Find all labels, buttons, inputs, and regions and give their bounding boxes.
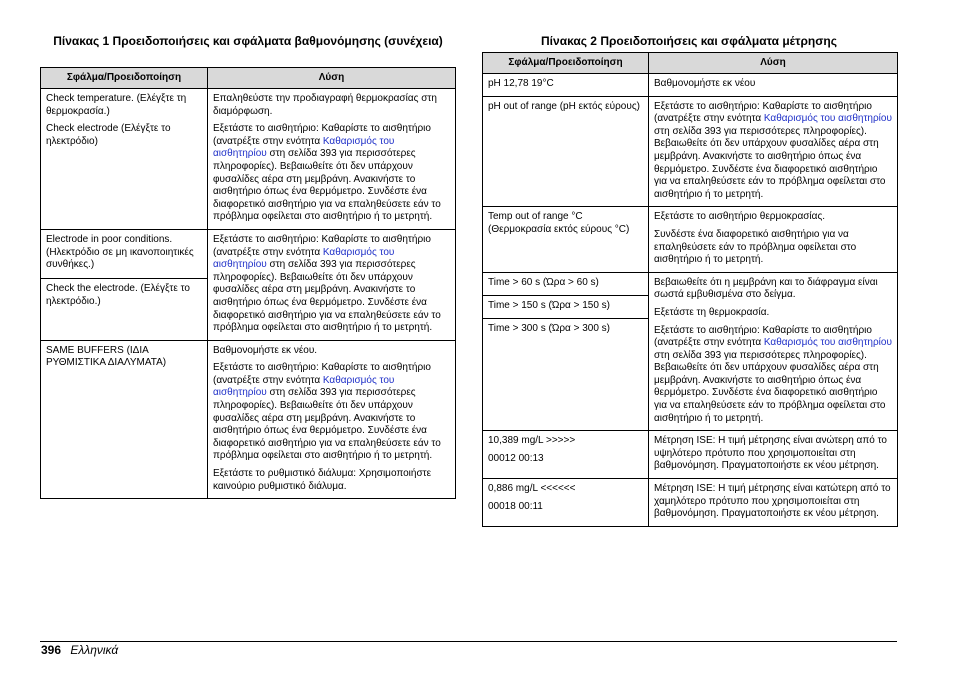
error-text: Check temperature. (Ελέγξτε τη θερμοκρασία.)	[46, 93, 187, 117]
error-cell	[483, 96, 649, 207]
table-row	[483, 96, 898, 207]
error-text: pH 12,78 19°C	[488, 78, 554, 89]
solution-cell	[649, 431, 898, 479]
solution-text: Εξετάστε το αισθητήριο θερμοκρασίας.	[654, 211, 826, 223]
cleaning-section-link[interactable]: Καθαρισμός του αισθητηρίου	[213, 135, 395, 160]
column-header-error: Σφάλμα/Προειδοποίηση	[41, 68, 208, 89]
solution-text: Εξετάστε το ρυθμιστικό διάλυμα: Χρησιμοποιήστε καινούριο ρυθμιστικό διάλυμα.	[213, 468, 432, 492]
table-row	[483, 272, 898, 295]
solution-text: Βαθμονομήστε εκ νέου	[654, 78, 756, 89]
page-footer	[41, 643, 118, 657]
table-header-row	[483, 53, 898, 74]
solution-text: Εξετάστε το αισθητήριο: Καθαρίστε το αισθητήριο (ανατρέξτε στην ενότητα Καθαρισμός του αισθητηρίου στη σελίδα 393 για περισσότερες πληροφορίες). Βεβαιωθείτε ότι δεν υπάρχουν φυσαλίδες αέρα στη μεμβράνη. Ανακινήστε το αισθητήριο όπως ένα θερμόμετρο. Συνδέστε ένα διαφορετικό αισθητήριο για να επαληθεύσετε εάν το πρόβλημα οφείλεται στο αισθητήριο ή το μετρητή.	[213, 123, 441, 223]
error-text: Time > 300 s (Ώρα > 300 s)	[488, 322, 611, 334]
measurement-errors-table	[482, 52, 898, 527]
cleaning-section-link[interactable]: Καθαρισμός του αισθητηρίου	[763, 337, 892, 349]
error-text: 00018 00:11	[488, 500, 543, 512]
table-header-row	[41, 68, 456, 89]
error-cell	[483, 207, 649, 272]
table-row	[483, 207, 898, 272]
error-cell	[483, 295, 649, 318]
error-text: Time > 150 s (Ώρα > 150 s)	[488, 299, 611, 311]
error-cell	[41, 278, 208, 340]
solution-cell	[208, 340, 456, 499]
column-header-solution: Λύση	[208, 68, 456, 89]
column-header-error: Σφάλμα/Προειδοποίηση	[483, 53, 649, 74]
table-row	[483, 431, 898, 479]
cleaning-section-link[interactable]: Καθαρισμός του αισθητηρίου	[213, 374, 395, 399]
footer-rule	[40, 641, 897, 642]
error-text: Check the electrode. (Ελέγξτε το ηλεκτρόδιο.)	[46, 282, 190, 307]
solution-cell	[649, 479, 898, 527]
solution-cell	[649, 96, 898, 207]
table-row	[483, 74, 898, 97]
error-cell	[41, 229, 208, 278]
error-text: 10,389 mg/L >>>>>	[488, 435, 576, 447]
error-cell	[41, 89, 208, 230]
solution-text: Εξετάστε το αισθητήριο: Καθαρίστε το αισθητήριο (ανατρέξτε στην ενότητα Καθαρισμός του αισθητηρίου στη σελίδα 393 για περισσότερες πληροφορίες). Βεβαιωθείτε ότι δεν υπάρχουν φυσαλίδες αέρα στη μεμβράνη. Ανακινήστε το αισθητήριο όπως ένα θερμόμετρο. Συνδέστε ένα διαφορετικό αισθητήριο για να επαληθεύσετε εάν το πρόβλημα οφείλεται στο αισθητήριο ή το μετρητή.	[654, 324, 892, 424]
table-row	[41, 89, 456, 230]
error-text: 0,886 mg/L <<<<<<	[488, 483, 576, 495]
error-text: pH out of range (pH εκτός εύρους)	[488, 100, 640, 112]
solution-text: Εξετάστε το αισθητήριο: Καθαρίστε το αισθητήριο (ανατρέξτε στην ενότητα Καθαρισμός του αισθητηρίου στη σελίδα 393 για περισσότερες πληροφορίες). Βεβαιωθείτε ότι δεν υπάρχουν φυσαλίδες αέρα στη μεμβράνη. Ανακινήστε το αισθητήριο όπως ένα θερμόμετρο. Συνδέστε ένα διαφορετικό αισθητήριο για να επαληθεύσετε εάν το πρόβλημα οφείλεται στο αισθητήριο ή το μετρητή.	[654, 100, 892, 200]
error-text: Time > 60 s (Ώρα > 60 s)	[488, 276, 599, 288]
solution-cell	[208, 89, 456, 230]
solution-text: Συνδέστε ένα διαφορετικό αισθητήριο για να επαληθεύσετε εάν το πρόβλημα οφείλεται στο αισθητήριο ή το μετρητή.	[654, 228, 857, 266]
table-1-caption: Πίνακας 1 Προειδοποιήσεις και σφάλματα βαθμονόμησης (συνέχεια)	[53, 34, 443, 48]
error-text: Check electrode (Ελέγξτε το ηλεκτρόδιο)	[46, 123, 171, 147]
column-header-solution: Λύση	[649, 53, 898, 74]
table-row	[483, 479, 898, 527]
solution-cell	[649, 272, 898, 431]
footer-language: Ελληνικά	[70, 643, 119, 657]
error-text: SAME BUFFERS (ΙΔΙΑ ΡΥΘΜΙΣΤΙΚΑ ΔΙΑΛΥΜΑΤΑ)	[46, 344, 167, 369]
error-text: Temp out of range °C (Θερμοκρασία εκτός εύρους °C)	[488, 211, 630, 235]
solution-cell	[649, 74, 898, 97]
solution-text: Εξετάστε το αισθητήριο: Καθαρίστε το αισθητήριο (ανατρέξτε στην ενότητα Καθαρισμός του αισθητηρίου στη σελίδα 393 για περισσότερες πληροφορίες). Βεβαιωθείτε ότι δεν υπάρχουν φυσαλίδες αέρα στη μεμβράνη. Ανακινήστε το αισθητήριο όπως ένα θερμόμετρο. Συνδέστε ένα διαφορετικό αισθητήριο για να επαληθεύσετε εάν το πρόβλημα οφείλεται στο αισθητήριο ή το μετρητή.	[213, 362, 441, 462]
solution-cell	[649, 207, 898, 272]
error-text: 00012 00:13	[488, 452, 544, 464]
error-cell	[41, 340, 208, 499]
cleaning-section-link[interactable]: Καθαρισμός του αισθητηρίου	[763, 113, 892, 125]
table-row	[41, 340, 456, 499]
error-cell	[483, 479, 649, 527]
table-2-caption: Πίνακας 2 Προειδοποιήσεις και σφάλματα μέτρησης	[541, 34, 837, 48]
error-cell	[483, 272, 649, 295]
solution-text: Εξετάστε τη θερμοκρασία.	[654, 306, 770, 318]
page-number: 396	[41, 643, 62, 657]
solution-text: Μέτρηση ISE: Η τιμή μέτρησης είναι κατώτερη από το χαμηλότερο πρότυπο που χρησιμοποιείται στη βαθμονόμηση. Πραγματοποιήστε εκ νέου μέτρηση.	[654, 483, 891, 520]
error-text: Electrode in poor conditions. (Ηλεκτρόδιο σε μη ικανοποιητικές συνθήκες.)	[46, 233, 194, 271]
calibration-errors-table	[40, 67, 456, 499]
solution-text: Εξετάστε το αισθητήριο: Καθαρίστε το αισθητήριο (ανατρέξτε στην ενότητα Καθαρισμός του αισθητηρίου στη σελίδα 393 για περισσότερες πληροφορίες). Βεβαιωθείτε ότι δεν υπάρχουν φυσαλίδες αέρα στη μεμβράνη. Ανακινήστε το αισθητήριο όπως ένα θερμόμετρο. Συνδέστε ένα διαφορετικό αισθητήριο για να επαληθεύσετε εάν το πρόβλημα οφείλεται στο αισθητήριο ή το μετρητή.	[213, 233, 441, 334]
solution-text: Επαληθεύστε την προδιαγραφή θερμοκρασίας στη διαμόρφωση.	[213, 93, 437, 117]
cleaning-section-link[interactable]: Καθαρισμός του αισθητηρίου	[213, 246, 395, 271]
table-row	[41, 229, 456, 278]
solution-cell	[208, 229, 456, 340]
error-cell	[483, 431, 649, 479]
solution-text: Βαθμονομήστε εκ νέου.	[213, 344, 318, 356]
error-cell	[483, 74, 649, 97]
error-cell	[483, 318, 649, 431]
solution-text: Μέτρηση ISE: Η τιμή μέτρησης είναι ανώτερη από το υψηλότερο πρότυπο που χρησιμοποιείται στη βαθμονόμηση. Πραγματοποιήστε εκ νέου μέτρηση.	[654, 435, 887, 472]
solution-text: Βεβαιωθείτε ότι η μεμβράνη και το διάφραγμα είναι σωστά εμβυθισμένα στο δείγμα.	[654, 276, 878, 301]
